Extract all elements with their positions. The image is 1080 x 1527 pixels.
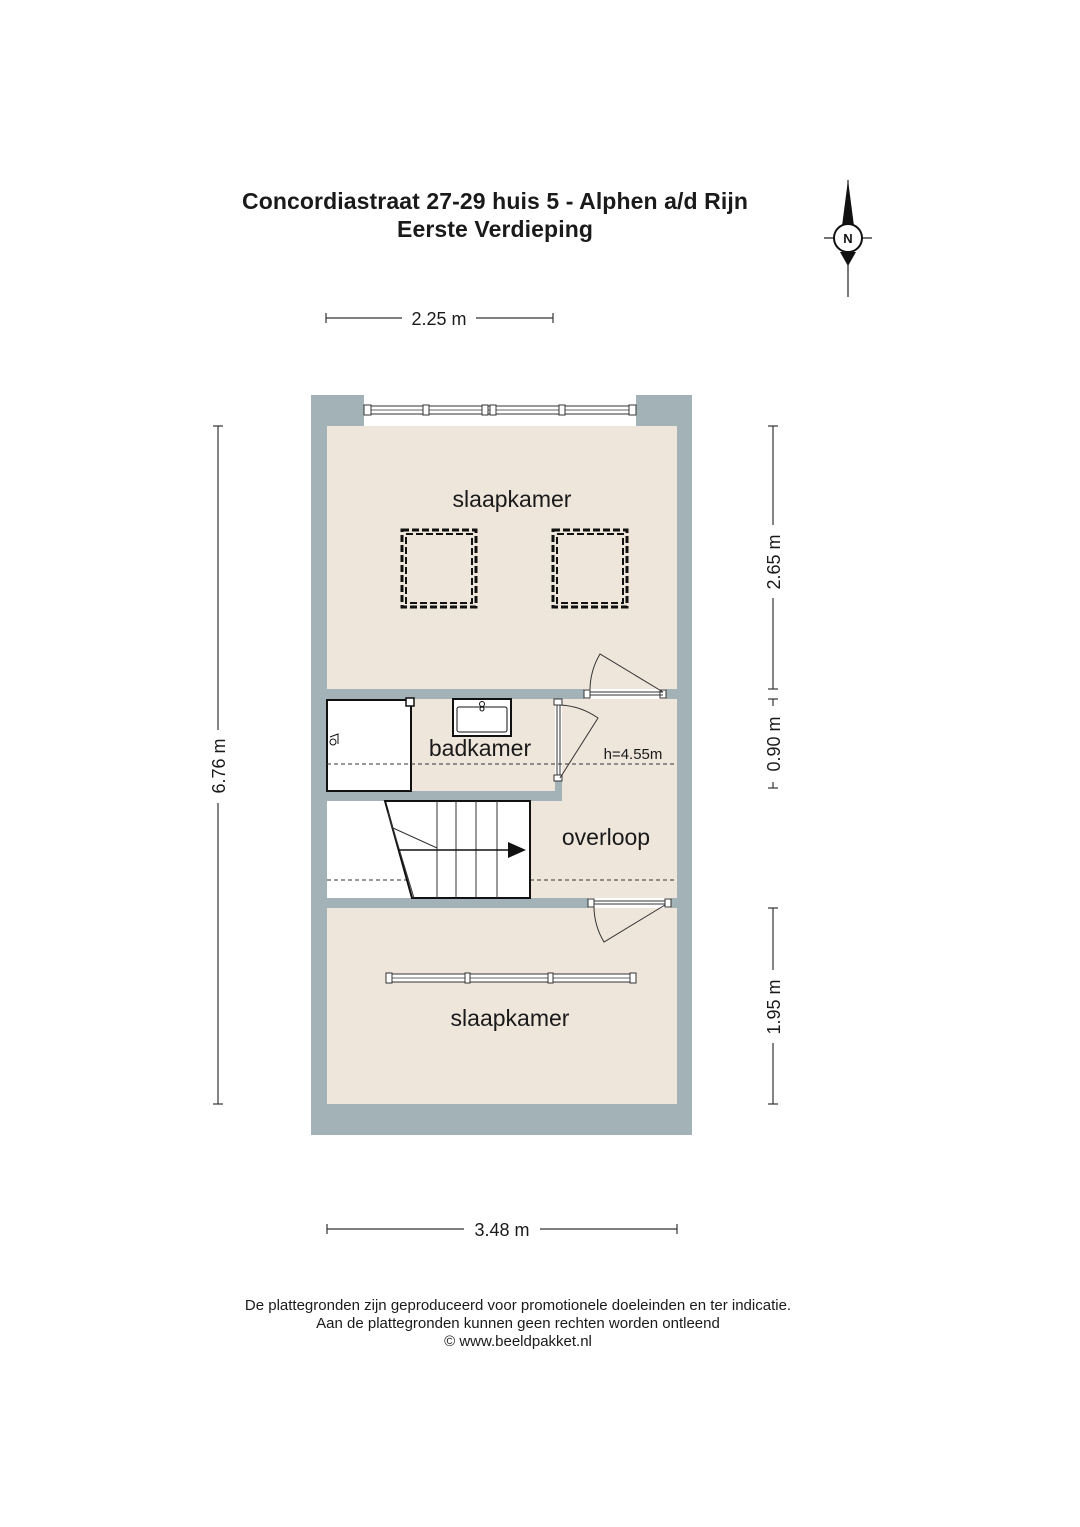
dimension-label: 3.48 m bbox=[474, 1220, 530, 1240]
room-label-landing: overloop bbox=[561, 824, 651, 850]
dimension-label: 0.90 m bbox=[764, 716, 784, 772]
dimension-bedroom-bottom-depth bbox=[764, 908, 784, 1104]
room-label-bathroom: badkamer bbox=[428, 735, 532, 761]
bedroom-top-floor bbox=[327, 426, 677, 689]
dimension-landing-depth bbox=[764, 699, 784, 788]
washbasin bbox=[453, 699, 511, 736]
dimension-label: 2.65 m bbox=[764, 534, 784, 590]
dimension-label: 1.95 m bbox=[764, 979, 784, 1035]
room-label-bedroom-top: slaapkamer bbox=[452, 486, 572, 512]
dimension-bedroom-top-depth bbox=[764, 426, 784, 689]
room-label-bedroom-bottom: slaapkamer bbox=[450, 1005, 570, 1031]
dimension-label: 6.76 m bbox=[209, 738, 229, 794]
north-arrow-icon bbox=[824, 180, 872, 297]
window-bottom bbox=[386, 973, 636, 983]
dimension-total-height bbox=[209, 426, 229, 1104]
disclaimer-line-2: Aan de plattegronden kunnen geen rechten worden ontleend bbox=[316, 1315, 720, 1332]
copyright-line: © www.beeldpakket.nl bbox=[444, 1333, 592, 1350]
plan-title: Concordiastraat 27-29 huis 5 - Alphen a/d Rijn bbox=[241, 188, 749, 214]
disclaimer-line-1: De plattegronden zijn geproduceerd voor promotionele doeleinden en ter indicatie. bbox=[244, 1297, 792, 1314]
height-note: h=4.55m bbox=[603, 746, 663, 763]
dimension-label: 2.25 m bbox=[411, 309, 467, 329]
window-top bbox=[364, 405, 636, 415]
dimension-bottom-width bbox=[327, 1220, 677, 1240]
dimension-top-width bbox=[326, 309, 553, 329]
compass-label: N bbox=[843, 231, 853, 246]
plan-subtitle: Eerste Verdieping bbox=[397, 216, 593, 242]
shower bbox=[327, 698, 414, 791]
